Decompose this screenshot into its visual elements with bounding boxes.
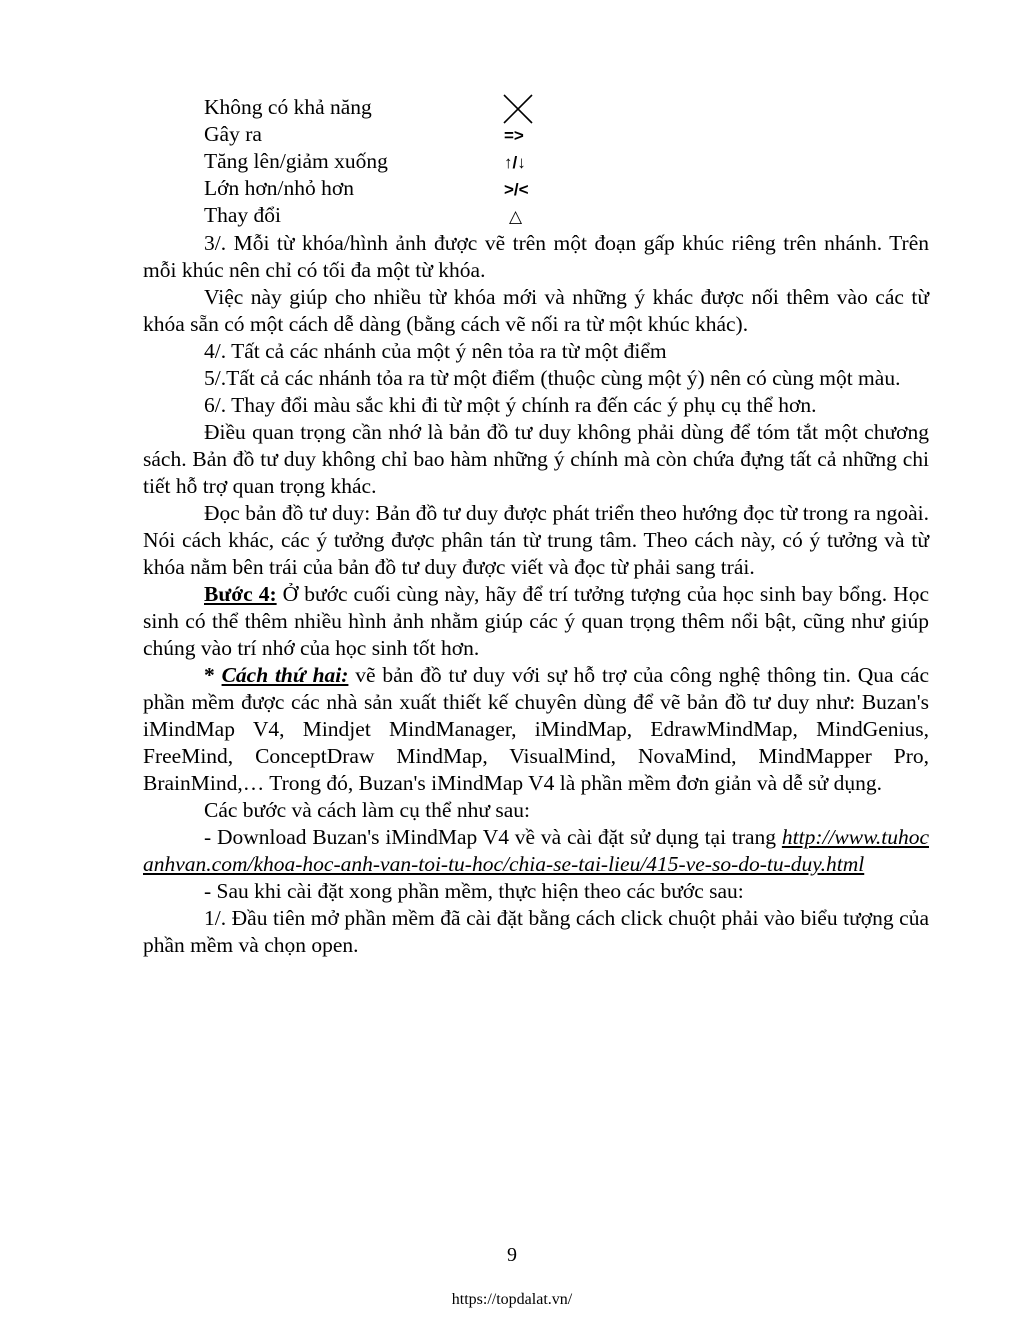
- cross-icon: [502, 93, 534, 120]
- legend-label-change: Thay đổi: [204, 203, 282, 227]
- paragraph-second-way: [143, 662, 929, 797]
- paragraph-rule-4: 4/. Tất cả các nhánh của một ý nên tỏa ra từ một điểm: [204, 339, 667, 363]
- paragraph-steps-intro: Các bước và cách làm cụ thể như sau:: [204, 798, 530, 822]
- page-content: [143, 94, 929, 959]
- paragraph-important-note: Điều quan trọng cần nhớ là bản đồ tư duy không phải dùng để tóm tắt một chương sách. Bản đồ tư duy không chỉ bao hàm những ý chính mà còn chứa đựng tất cả những chi tiết hỗ trợ quan trọng khác.: [143, 420, 929, 498]
- download-text: - Download Buzan's iMindMap V4 về và cài đặt sử dụng tại trang: [204, 825, 782, 849]
- paragraph-download: [143, 824, 929, 878]
- paragraph-after-install: - Sau khi cài đặt xong phần mềm, thực hiện theo các bước sau:: [204, 879, 744, 903]
- page-number: 9: [507, 1244, 517, 1266]
- second-way-bullet: *: [204, 663, 222, 687]
- paragraph-step-4: [143, 581, 929, 662]
- paragraph-step-1-open: 1/. Đầu tiên mở phần mềm đã cài đặt bằng cách click chuột phải vào biểu tượng của phần mềm và chọn open.: [143, 906, 929, 957]
- legend-label-greater-less: Lớn hơn/nhỏ hơn: [204, 176, 354, 200]
- step-4-text: Ở bước cuối cùng này, hãy để trí tưởng tượng của học sinh bay bổng. Học sinh có thể thêm nhiều hình ảnh nhằm giúp các ý quan trọng thêm nổi bật, cũng như giúp chúng vào trí nhớ của học sinh tốt hơn.: [143, 582, 929, 660]
- legend-symbol-greater-less: >/<: [504, 180, 529, 199]
- legend-label-impossible: Không có khả năng: [204, 95, 372, 119]
- second-way-text: vẽ bản đồ tư duy với sự hỗ trợ của công nghệ thông tin. Qua các phần mềm được các nhà sản xuất thiết kế chuyên dùng để vẽ bản đồ tư duy như: Buzan's iMindMap V4, Mindjet MindManager, iMindMap, EdrawMindMap, MindGenius, FreeMind, ConceptDraw MindMap, VisualMind, NovaMind, MindMapper Pro, BrainMind,… Trong đó, Buzan's iMindMap V4 là phần mềm đơn giản và dễ sử dụng.: [143, 663, 930, 795]
- legend-label-cause: Gây ra: [204, 122, 262, 146]
- download-link[interactable]: http://www.tuhocanhvan.com/khoa-hoc-anh-van-toi-tu-hoc/chia-se-tai-lieu/415-ve-so-do-tu-duy.html: [143, 825, 929, 876]
- step-4-label: Bước 4:: [204, 582, 277, 606]
- legend-label-increase-decrease: Tăng lên/giảm xuống: [204, 149, 388, 173]
- legend-symbol-cause: =>: [504, 126, 524, 145]
- triangle-icon: △: [509, 207, 523, 226]
- paragraph-rule-5: 5/.Tất cả các nhánh tỏa ra từ một điểm (thuộc cùng một ý) nên có cùng một màu.: [204, 366, 901, 390]
- symbol-legend: [143, 94, 929, 230]
- legend-symbol-increase-decrease: ↑/↓: [504, 153, 526, 172]
- footer-url: https://topdalat.vn/: [451, 1291, 573, 1308]
- paragraph-rule-6: 6/. Thay đổi màu sắc khi đi từ một ý chính ra đến các ý phụ cụ thể hơn.: [204, 393, 817, 417]
- paragraph-reading-mindmap: Đọc bản đồ tư duy: Bản đồ tư duy được phát triển theo hướng đọc từ trong ra ngoài. Nói cách khác, các ý tưởng được phân tán từ trung tâm. Theo cách này, có ý tưởng và từ khóa nằm bên trái của bản đồ tư duy được viết và đọc từ phải sang trái.: [143, 501, 929, 579]
- paragraph-rule-3: 3/. Mỗi từ khóa/hình ảnh được vẽ trên một đoạn gấp khúc riêng trên nhánh. Trên mỗi khúc nên chỉ có tối đa một từ khóa.: [143, 231, 929, 282]
- paragraph-rule-3-note: Việc này giúp cho nhiều từ khóa mới và những ý khác được nối thêm vào các từ khóa sẵn có một cách dễ dàng (bằng cách vẽ nối ra từ một khúc khác).: [143, 285, 929, 336]
- second-way-label: Cách thứ hai:: [221, 663, 349, 687]
